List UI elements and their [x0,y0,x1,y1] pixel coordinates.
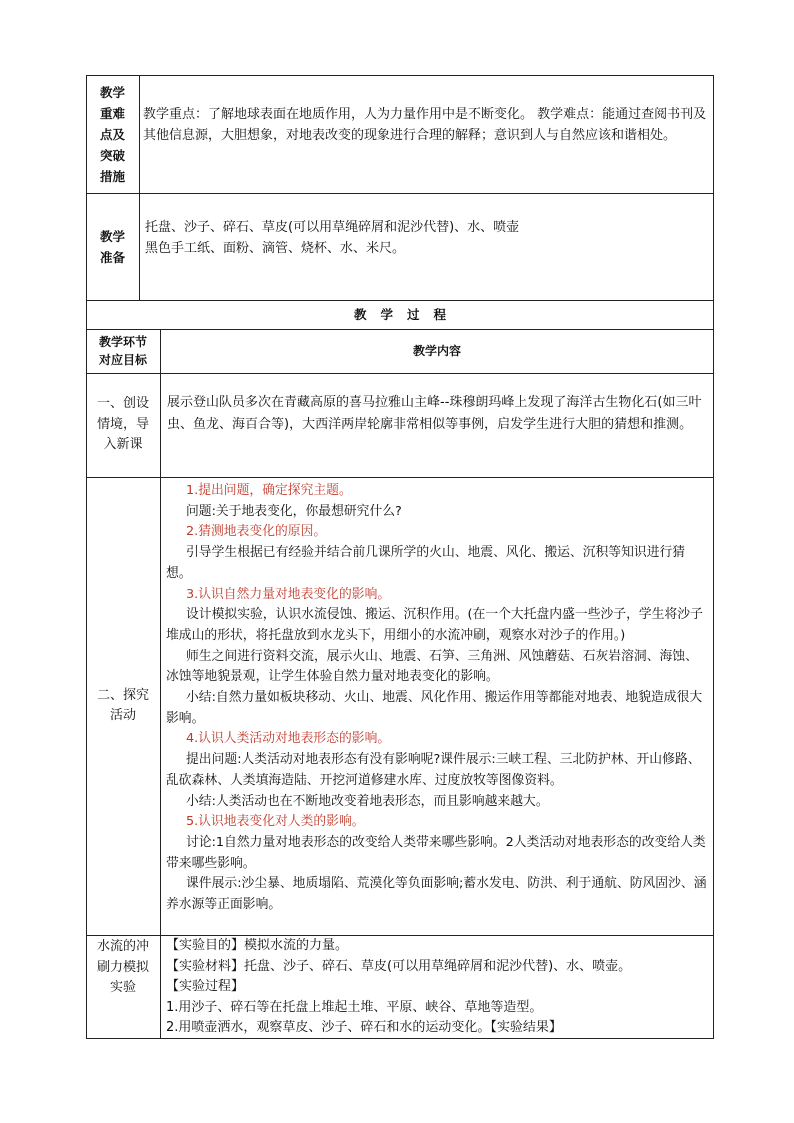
row-divider [86,300,714,301]
explore-paragraph: 师生之间进行资料交流，展示火山、地震、石笋、三角洲、风蚀蘑菇、石灰岩溶洞、海蚀、冰蚀等地貌景观，让学生体验自然力量对地表变化的影响。 [166,648,698,685]
experiment-line: 1.用沙子、碎石等在托盘上堆起土堆、平原、峡谷、草地等造型。 [166,999,543,1015]
row-divider [86,477,714,478]
prep-label-line: 教学 [99,228,125,244]
focus-text: 教学重点：了解地球表面在地质作用，人为力量作用中是不断变化。 教学难点：能通过查阅书刊及其他信息源，大胆想象，对地表改变的现象进行合理的解释；意识到人与自然应该和谐相处。 [143,107,707,143]
header-right: 教学内容 [412,343,461,358]
row-divider [86,193,714,194]
explore-label [86,477,160,935]
intro-label-line: 一、创设 [96,396,149,412]
focus-label-line: 突破 [99,147,125,163]
focus-label-line: 重难 [99,105,125,121]
prep-label [86,193,139,300]
explore-paragraph: 小结:人类活动也在不断地改变着地表形态，而且影响越来越大。 [186,793,549,809]
intro-label-line: 入新课 [103,437,143,453]
focus-label-line: 教学 [99,84,125,100]
explore-paragraph: 问题:关于地表变化，你最想研究什么? [186,503,402,519]
column-divider [160,329,161,1039]
prep-line: 黑色手工纸、面粉、滴管、烧杯、水、米尺。 [145,241,406,256]
explore-content [166,481,710,916]
experiment-line: 【实验过程】 [166,979,245,994]
focus-label-line: 点及 [99,126,125,142]
experiment-label-line: 水流的冲 [96,939,149,954]
experiment-line: 【实验材料】托盘、沙子、碎石、草皮(可以用草绳碎屑和泥沙代替)、水、喷壶。 [166,958,632,974]
header-left [86,329,160,373]
intro-content [167,392,709,436]
experiment-label [86,935,160,1001]
explore-label-line: 二、探究 [96,687,149,703]
experiment-line: 【实验目的】模拟水流的力量。 [166,938,349,953]
explore-paragraph: 提出问题:人类活动对地表形态有没有影响呢?课件展示:三峡工程、三北防护林、开山修路、乱砍森林、人类填海造陆、开挖河道修建水库、过度放牧等图像资料。 [166,752,701,788]
explore-step: 4.认识人类活动对地表形态的影响。 [186,731,391,747]
prep-label-line: 准备 [99,249,125,265]
explore-paragraph: 小结:自然力量如板块移动、火山、地震、风化作用、搬运作用等都能对地表、地貌造成很大影响。 [166,690,703,726]
focus-label [86,75,139,193]
explore-step: 5.认识地表变化对人类的影响。 [186,814,365,830]
explore-step: 2.猜测地表变化的原因。 [186,524,327,540]
intro-text: 展示登山队员多次在青藏高原的喜马拉雅山主峰--珠穆朗玛峰上发现了海洋古生物化石(如三叶虫、鱼龙、海百合等)，大西洋两岸轮廓非常相似等事例，启发学生进行大胆的猜想和推测。 [167,395,702,432]
experiment-line: 2.用喷壶洒水，观察草皮、沙子、碎石和水的运动变化。【实验结果】 [166,1020,562,1035]
prep-line: 托盘、沙子、碎石、草皮(可以用草绳碎屑和泥沙代替)、水、喷壶 [145,220,520,235]
explore-paragraph: 设计模拟实验，认识水流侵蚀、搬运、沉积作用。(在一个大托盘内盛一些沙子，学生将沙子堆成山的形状，将托盘放到水龙头下，用细小的水流冲刷，观察水对沙子的作用。) [166,607,703,643]
intro-label [86,373,160,477]
process-title: 教学过程 [353,307,460,322]
header-left-line: 教学环节 [98,335,147,349]
explore-paragraph: 课件展示:沙尘暴、地质塌陷、荒漠化等负面影响;蓄水发电、防洪、利于通航、防风固沙、涵养水源等正面影响。 [166,876,707,913]
experiment-content [166,936,710,1039]
prep-content [145,217,705,259]
experiment-label-line: 实验 [109,980,136,995]
explore-paragraph: 讨论:1自然力量对地表形态的改变给人类带来哪些影响。2人类活动对地表形态的改变给人类带来哪些影响。 [166,834,706,871]
header-left-line: 对应目标 [98,353,147,367]
explore-label-line: 活动 [109,708,136,723]
explore-step: 3.认识自然力量对地表变化的影响。 [186,586,391,602]
explore-paragraph: 引导学生根据已有经验并结合前几课所学的火山、地震、风化、搬运、沉积等知识进行猜想。 [166,545,686,581]
row-divider [86,373,714,374]
experiment-label-line: 刷力模拟 [96,959,149,975]
intro-label-line: 情境，导 [96,416,149,432]
focus-content [143,104,709,146]
explore-step: 1.提出问题，确定探究主题。 [186,483,352,498]
column-divider [139,75,140,300]
focus-label-line: 措施 [99,168,125,184]
